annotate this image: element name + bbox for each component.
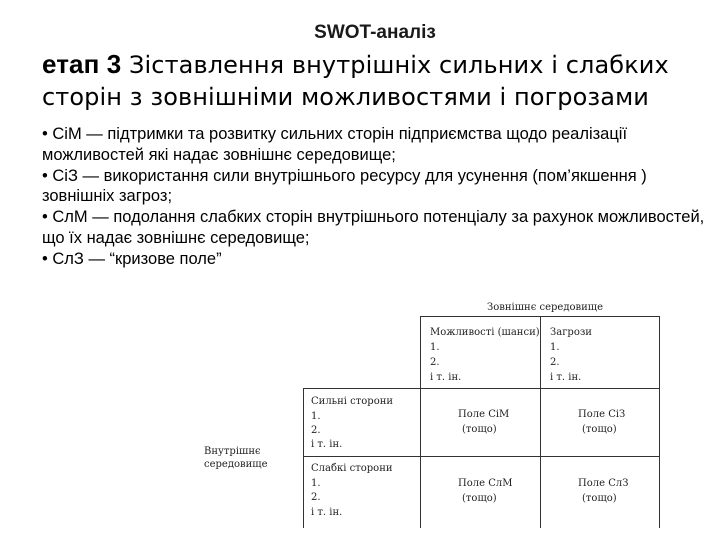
external-title: Зовнішнє середовище [487,302,604,313]
field-slz-note: (тощо) [582,493,617,504]
internal-label-line-2: середовище [204,459,268,470]
slide-topic: SWOT-аналіз [314,22,436,43]
threat-item-2: 2. [550,357,560,368]
opportunities-header: Можливості (шанси) [430,327,540,338]
weakness-item-1: 1. [311,478,321,489]
bullet-slm: • СлМ — подолання слабких сторін внутрішнього потенціалу за рахунок можливостей, що їх надає зовнішнє середовище; [42,208,705,247]
weaknesses-header: Слабкі сторони [311,463,393,474]
matrix-inner-horizontal-line [303,456,660,457]
stage-label: етап 3 [42,49,122,79]
threat-item-3: і т. ін. [550,372,582,383]
matrix-middle-vertical-line [540,316,541,528]
field-siz-note: (тощо) [582,424,617,435]
threat-item-1: 1. [550,342,560,353]
field-sim-label: Поле СіМ [458,409,510,420]
field-slm-note: (тощо) [462,493,497,504]
bullet-slz: • СлЗ — “кризове поле” [42,249,222,268]
field-slz-label: Поле СлЗ [578,478,629,489]
opportunity-item-1: 1. [430,342,440,353]
bullet-sim: • СіМ — підтримки та розвитку сильних сторін підприємства щодо реалізації можливостей які надає зовнішнє середовище; [42,125,628,164]
opportunity-item-2: 2. [430,357,440,368]
field-slm-label: Поле СлМ [458,478,513,489]
opportunity-item-3: і т. ін. [430,372,462,383]
strengths-header: Сильні сторони [311,396,394,407]
strength-item-2: 2. [311,425,321,436]
matrix-left-outer-line [420,316,421,528]
weakness-item-3: і т. ін. [311,507,343,518]
weakness-item-2: 2. [311,492,321,503]
strength-item-1: 1. [311,411,321,422]
stage-description: Зіставлення внутрішніх сильних і слабких сторін з зовнішніми можливостями і погрозами [42,51,669,111]
field-sim-note: (тощо) [462,424,497,435]
matrix-label-column-line [303,388,304,528]
matrix-right-line [659,316,660,528]
strength-item-3: і т. ін. [311,439,343,450]
matrix-row-divider [303,388,660,389]
internal-label-line-1: Внутрішнє [204,446,261,457]
bullet-siz: • СіЗ — використання сили внутрішнього ресурсу для усунення (пом’якшення ) зовнішніх загроз; [42,166,647,206]
threats-header: Загрози [550,327,592,338]
field-siz-label: Поле СіЗ [578,409,626,420]
